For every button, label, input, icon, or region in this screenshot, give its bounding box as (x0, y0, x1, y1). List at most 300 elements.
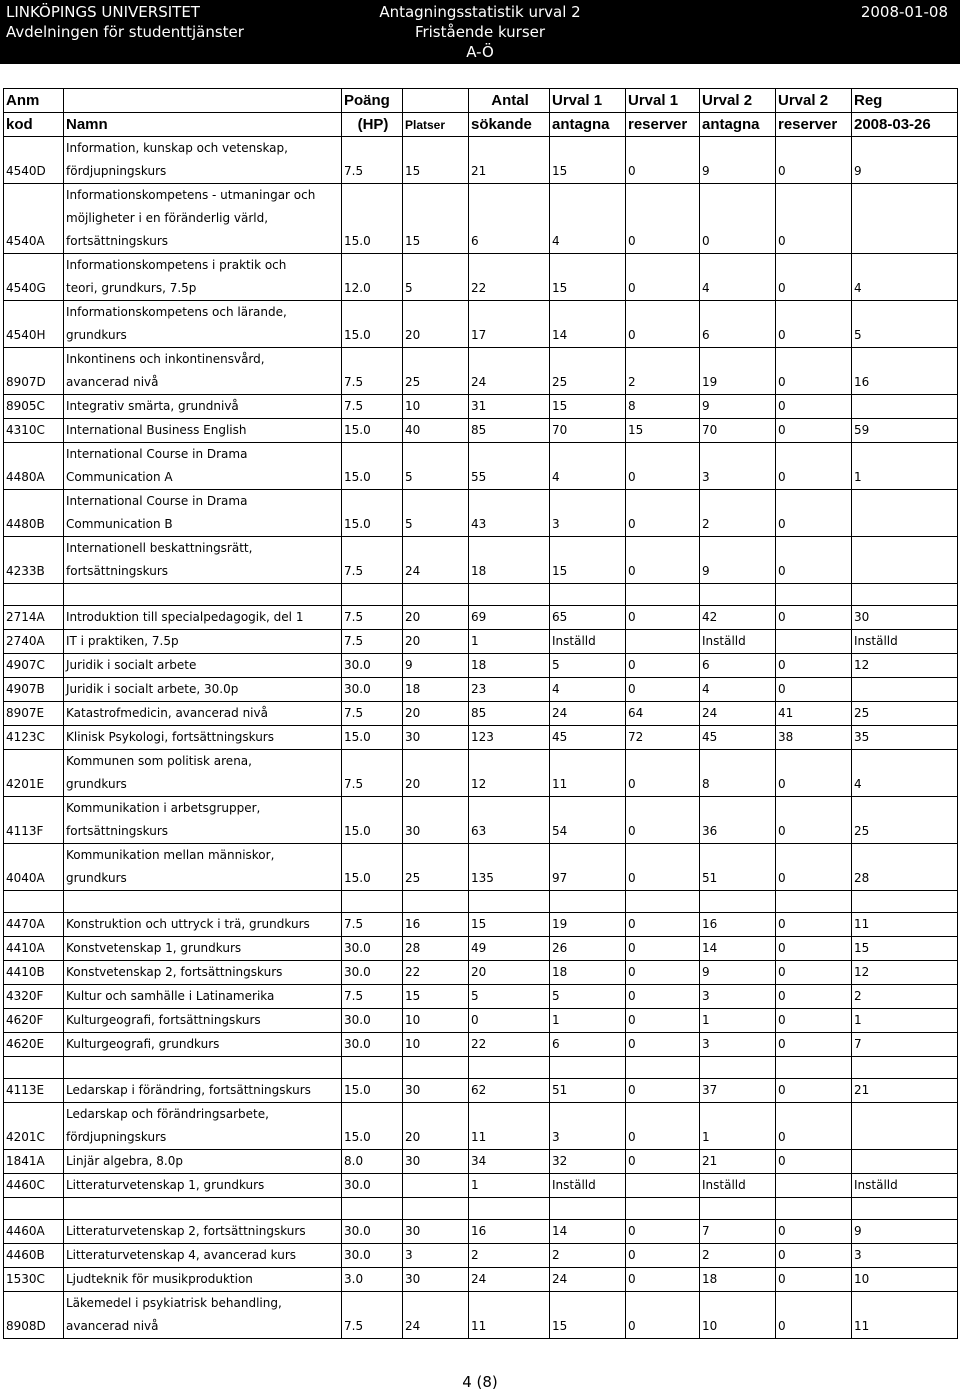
cell-hp: 15.0 (342, 443, 403, 490)
cell-u2r: 0 (776, 254, 852, 301)
cell-hp: 15.0 (342, 301, 403, 348)
cell-hp: 30.0 (342, 1220, 403, 1244)
cell-hp: 30.0 (342, 654, 403, 678)
empty-cell (403, 1057, 469, 1079)
cell-u1a: 15 (550, 137, 626, 184)
cell-u1r: 0 (626, 1033, 700, 1057)
cell-u1r: 0 (626, 1292, 700, 1339)
course-name (64, 1033, 342, 1057)
empty-cell (852, 891, 958, 913)
course-code: 4907B (4, 678, 64, 702)
cell-reg: 5 (852, 301, 958, 348)
cell-u2a: 19 (700, 348, 776, 395)
cell-sokande: 55 (469, 443, 550, 490)
cell-reg (852, 678, 958, 702)
cell-u2a: 9 (700, 137, 776, 184)
cell-u1a: 11 (550, 750, 626, 797)
table-row (4, 395, 958, 419)
cell-reg: Inställd (852, 630, 958, 654)
cell-platser: 5 (403, 254, 469, 301)
table-body (4, 137, 958, 1339)
empty-cell (700, 1198, 776, 1220)
cell-hp: 7.5 (342, 537, 403, 584)
cell-platser: 20 (403, 606, 469, 630)
cell-u1r: 0 (626, 443, 700, 490)
cell-platser: 30 (403, 1150, 469, 1174)
cell-u1a: 3 (550, 1103, 626, 1150)
cell-u1r: 0 (626, 985, 700, 1009)
cell-reg: 11 (852, 913, 958, 937)
cell-u2r: 0 (776, 606, 852, 630)
cell-u2a: 1 (700, 1103, 776, 1150)
cell-hp: 7.5 (342, 395, 403, 419)
cell-platser: 18 (403, 678, 469, 702)
cell-platser: 30 (403, 1079, 469, 1103)
col-header: 2008-03-26 (852, 113, 958, 137)
col-header (403, 89, 469, 113)
course-name (64, 844, 342, 891)
table-header (4, 89, 958, 137)
empty-cell (64, 1057, 342, 1079)
table-row (4, 913, 958, 937)
cell-sokande: 20 (469, 961, 550, 985)
cell-u2a: 3 (700, 1033, 776, 1057)
course-name (64, 137, 342, 184)
cell-hp: 30.0 (342, 937, 403, 961)
table-row (4, 1268, 958, 1292)
course-code: 4233B (4, 537, 64, 584)
table-row (4, 985, 958, 1009)
cell-sokande: 49 (469, 937, 550, 961)
cell-sokande: 62 (469, 1079, 550, 1103)
cell-u1a: 18 (550, 961, 626, 985)
cell-u2r: 0 (776, 797, 852, 844)
cell-platser: 40 (403, 419, 469, 443)
cell-sokande: 1 (469, 1174, 550, 1198)
cell-platser: 25 (403, 348, 469, 395)
cell-reg: 59 (852, 419, 958, 443)
cell-u2r: 0 (776, 1079, 852, 1103)
course-name (64, 419, 342, 443)
table-row (4, 726, 958, 750)
cell-platser: 20 (403, 1103, 469, 1150)
cell-platser: 30 (403, 1268, 469, 1292)
cell-u1a: 15 (550, 254, 626, 301)
cell-reg: 2 (852, 985, 958, 1009)
course-name-line: Introduktion till specialpedagogik, del 1 (66, 610, 304, 624)
empty-cell (403, 584, 469, 606)
cell-reg (852, 395, 958, 419)
cell-u2a: 9 (700, 537, 776, 584)
cell-u2a: 10 (700, 1292, 776, 1339)
spacer-row (4, 584, 958, 606)
empty-cell (342, 584, 403, 606)
col-header: Namn (64, 113, 342, 137)
cell-platser: 3 (403, 1244, 469, 1268)
cell-u1a: 45 (550, 726, 626, 750)
course-name (64, 537, 342, 584)
cell-u1r: 0 (626, 1220, 700, 1244)
cell-u2a: 9 (700, 961, 776, 985)
course-code: 4620F (4, 1009, 64, 1033)
cell-u1r: 0 (626, 1244, 700, 1268)
cell-reg: 4 (852, 750, 958, 797)
col-header: Reg (852, 89, 958, 113)
cell-hp: 7.5 (342, 137, 403, 184)
empty-cell (700, 584, 776, 606)
course-name (64, 797, 342, 844)
cell-u1r: 0 (626, 184, 700, 254)
cell-hp: 7.5 (342, 985, 403, 1009)
cell-u1a: 19 (550, 913, 626, 937)
cell-u2a: 36 (700, 797, 776, 844)
course-name-line: fortsättningskurs (66, 234, 169, 248)
cell-platser: 20 (403, 301, 469, 348)
cell-reg: 11 (852, 1292, 958, 1339)
cell-reg: 12 (852, 961, 958, 985)
col-header: Urval 2 (700, 89, 776, 113)
col-header: reserver (776, 113, 852, 137)
empty-cell (626, 1198, 700, 1220)
empty-cell (403, 891, 469, 913)
cell-u2r: 0 (776, 537, 852, 584)
empty-cell (700, 891, 776, 913)
course-name-line: Information, kunskap och vetenskap, (66, 141, 288, 155)
cell-u1r: 0 (626, 1009, 700, 1033)
cell-u2a: 2 (700, 490, 776, 537)
table-row (4, 1103, 958, 1150)
cell-sokande: 22 (469, 254, 550, 301)
course-name (64, 937, 342, 961)
cell-u2a: 4 (700, 678, 776, 702)
cell-platser: 10 (403, 1033, 469, 1057)
cell-hp: 15.0 (342, 184, 403, 254)
course-name (64, 1268, 342, 1292)
cell-reg: 30 (852, 606, 958, 630)
course-name-line: Konstruktion och uttryck i trä, grundkurs (66, 917, 310, 931)
cell-hp: 7.5 (342, 630, 403, 654)
cell-sokande: 85 (469, 419, 550, 443)
cell-u2r: 0 (776, 1033, 852, 1057)
cell-reg: 1 (852, 1009, 958, 1033)
cell-u1a: 5 (550, 654, 626, 678)
cell-hp: 15.0 (342, 844, 403, 891)
course-name (64, 443, 342, 490)
cell-sokande: 12 (469, 750, 550, 797)
cell-u1r: 72 (626, 726, 700, 750)
cell-platser: 5 (403, 443, 469, 490)
cell-sokande: 23 (469, 678, 550, 702)
cell-u1a: 14 (550, 301, 626, 348)
cell-u1a: 24 (550, 1268, 626, 1292)
cell-u2a: 51 (700, 844, 776, 891)
course-code: 2740A (4, 630, 64, 654)
cell-u2r: 0 (776, 985, 852, 1009)
course-name (64, 985, 342, 1009)
course-code: 4123C (4, 726, 64, 750)
cell-platser: 28 (403, 937, 469, 961)
course-code: 4310C (4, 419, 64, 443)
course-name (64, 913, 342, 937)
empty-cell (626, 891, 700, 913)
course-name-line: avancerad nivå (66, 375, 159, 389)
header-center (0, 2, 960, 62)
course-name-line: Inkontinens och inkontinensvård, (66, 352, 265, 366)
cell-u2a: 3 (700, 985, 776, 1009)
cell-u2r: 0 (776, 395, 852, 419)
cell-u2r: 0 (776, 301, 852, 348)
cell-sokande: 123 (469, 726, 550, 750)
course-code: 4540A (4, 184, 64, 254)
cell-hp: 12.0 (342, 254, 403, 301)
empty-cell (550, 584, 626, 606)
cell-hp: 7.5 (342, 348, 403, 395)
table-row (4, 419, 958, 443)
course-name (64, 630, 342, 654)
cell-reg (852, 537, 958, 584)
col-header: reserver (626, 113, 700, 137)
page-number: 4 (8) (462, 1373, 498, 1391)
cell-sokande: 85 (469, 702, 550, 726)
cell-hp: 7.5 (342, 702, 403, 726)
table-row (4, 184, 958, 254)
cell-reg: 35 (852, 726, 958, 750)
col-header: Urval 1 (550, 89, 626, 113)
cell-u2r: 0 (776, 937, 852, 961)
cell-hp: 15.0 (342, 419, 403, 443)
course-name-line: avancerad nivå (66, 1319, 159, 1333)
course-code: 4540H (4, 301, 64, 348)
cell-u2a: 16 (700, 913, 776, 937)
empty-cell (626, 1057, 700, 1079)
cell-reg: Inställd (852, 1174, 958, 1198)
col-header: sökande (469, 113, 550, 137)
course-code: 4201C (4, 1103, 64, 1150)
cell-u1a: Inställd (550, 1174, 626, 1198)
table-row (4, 1150, 958, 1174)
course-name (64, 1103, 342, 1150)
table-row (4, 961, 958, 985)
cell-u1a: 97 (550, 844, 626, 891)
course-name (64, 961, 342, 985)
course-name-line: Litteraturvetenskap 4, avancerad kurs (66, 1248, 297, 1262)
cell-reg (852, 1150, 958, 1174)
course-code: 4460A (4, 1220, 64, 1244)
course-code: 8908D (4, 1292, 64, 1339)
course-name (64, 702, 342, 726)
report-date: 2008-01-08 (860, 3, 948, 21)
col-header: kod (4, 113, 64, 137)
cell-reg: 4 (852, 254, 958, 301)
cell-u2a: 1 (700, 1009, 776, 1033)
table-row (4, 254, 958, 301)
cell-reg: 7 (852, 1033, 958, 1057)
cell-reg: 12 (852, 654, 958, 678)
cell-u1a: 4 (550, 443, 626, 490)
cell-hp: 7.5 (342, 913, 403, 937)
table-row (4, 1174, 958, 1198)
cell-u2a: 24 (700, 702, 776, 726)
table-row (4, 1244, 958, 1268)
cell-u1r: 0 (626, 961, 700, 985)
cell-u1a: Inställd (550, 630, 626, 654)
course-name-line: Ledarskap och förändringsarbete, (66, 1107, 269, 1121)
course-name (64, 395, 342, 419)
cell-u2r: 0 (776, 1220, 852, 1244)
spacer-row (4, 1198, 958, 1220)
cell-u2r: 0 (776, 961, 852, 985)
cell-hp: 30.0 (342, 1174, 403, 1198)
cell-platser: 24 (403, 1292, 469, 1339)
cell-platser: 22 (403, 961, 469, 985)
cell-sokande: 34 (469, 1150, 550, 1174)
table-row (4, 301, 958, 348)
course-name-line: Internationell beskattningsrätt, (66, 541, 253, 555)
table-row (4, 630, 958, 654)
cell-sokande: 17 (469, 301, 550, 348)
report-range: A-Ö (466, 43, 494, 61)
course-code: 4460C (4, 1174, 64, 1198)
course-name-line: Communication B (66, 517, 173, 531)
course-name-line: grundkurs (66, 328, 127, 342)
course-code: 1530C (4, 1268, 64, 1292)
table-row (4, 1220, 958, 1244)
cell-platser: 5 (403, 490, 469, 537)
cell-sokande: 11 (469, 1292, 550, 1339)
cell-hp: 7.5 (342, 750, 403, 797)
empty-cell (64, 1198, 342, 1220)
empty-cell (4, 891, 64, 913)
table-row (4, 1009, 958, 1033)
empty-cell (342, 891, 403, 913)
university-name: LINKÖPINGS UNIVERSITET (6, 3, 200, 21)
empty-cell (700, 1057, 776, 1079)
course-name-line: möjligheter i en föränderlig värld, (66, 211, 269, 225)
cell-reg: 25 (852, 797, 958, 844)
cell-platser: 10 (403, 1009, 469, 1033)
course-name (64, 348, 342, 395)
col-header: Urval 1 (626, 89, 700, 113)
cell-u2a: 70 (700, 419, 776, 443)
cell-reg (852, 1103, 958, 1150)
cell-platser: 20 (403, 630, 469, 654)
course-code: 4540D (4, 137, 64, 184)
cell-platser: 9 (403, 654, 469, 678)
cell-hp: 30.0 (342, 1244, 403, 1268)
cell-u1r: 0 (626, 1268, 700, 1292)
empty-cell (469, 1057, 550, 1079)
cell-u2a: Inställd (700, 1174, 776, 1198)
cell-u1a: 4 (550, 678, 626, 702)
cell-reg: 25 (852, 702, 958, 726)
cell-u2a: 42 (700, 606, 776, 630)
course-name-line: Klinisk Psykologi, fortsättningskurs (66, 730, 274, 744)
cell-u2r: 0 (776, 1150, 852, 1174)
course-code: 2714A (4, 606, 64, 630)
cell-u2r: 0 (776, 490, 852, 537)
empty-cell (4, 1198, 64, 1220)
cell-u2r: 0 (776, 1103, 852, 1150)
cell-sokande: 135 (469, 844, 550, 891)
table-row (4, 654, 958, 678)
cell-u2a: 6 (700, 301, 776, 348)
course-name-line: International Business English (66, 423, 247, 437)
cell-u2r: 0 (776, 678, 852, 702)
cell-platser: 20 (403, 750, 469, 797)
cell-platser: 15 (403, 985, 469, 1009)
cell-u2a: 7 (700, 1220, 776, 1244)
cell-u2r: 0 (776, 1268, 852, 1292)
cell-sokande: 21 (469, 137, 550, 184)
table-row (4, 702, 958, 726)
empty-cell (64, 891, 342, 913)
cell-u1a: 3 (550, 490, 626, 537)
cell-u2a: 37 (700, 1079, 776, 1103)
header-row-1 (4, 89, 958, 113)
cell-platser: 30 (403, 797, 469, 844)
cell-hp: 7.5 (342, 1292, 403, 1339)
table-row (4, 443, 958, 490)
course-name (64, 606, 342, 630)
cell-sokande: 43 (469, 490, 550, 537)
empty-cell (550, 1057, 626, 1079)
cell-reg: 10 (852, 1268, 958, 1292)
course-name (64, 1079, 342, 1103)
course-name (64, 726, 342, 750)
course-code: 4907C (4, 654, 64, 678)
col-header: antagna (550, 113, 626, 137)
statistics-table (3, 88, 958, 1339)
empty-cell (342, 1057, 403, 1079)
cell-u1r: 0 (626, 678, 700, 702)
course-code: 4470A (4, 913, 64, 937)
cell-u2r: 0 (776, 184, 852, 254)
cell-reg: 9 (852, 1220, 958, 1244)
course-name-line: teori, grundkurs, 7.5p (66, 281, 197, 295)
empty-cell (550, 891, 626, 913)
course-name-line: Informationskompetens och lärande, (66, 305, 287, 319)
course-name-line: IT i praktiken, 7.5p (66, 634, 179, 648)
cell-u2r: 38 (776, 726, 852, 750)
cell-u1a: 15 (550, 1292, 626, 1339)
table-row (4, 1079, 958, 1103)
col-header: antagna (700, 113, 776, 137)
cell-platser (403, 1174, 469, 1198)
cell-u2r: 0 (776, 1244, 852, 1268)
cell-hp: 15.0 (342, 797, 403, 844)
cell-reg: 21 (852, 1079, 958, 1103)
table-row (4, 844, 958, 891)
table-row (4, 678, 958, 702)
course-name (64, 1174, 342, 1198)
course-code: 4620E (4, 1033, 64, 1057)
cell-hp: 15.0 (342, 1103, 403, 1150)
cell-u2r: 0 (776, 137, 852, 184)
cell-u1r: 0 (626, 1150, 700, 1174)
course-name (64, 1009, 342, 1033)
cell-u2a: 2 (700, 1244, 776, 1268)
cell-hp: 15.0 (342, 726, 403, 750)
course-name-line: Konstvetenskap 1, grundkurs (66, 941, 242, 955)
course-code: 4410A (4, 937, 64, 961)
empty-cell (469, 1198, 550, 1220)
cell-sokande: 11 (469, 1103, 550, 1150)
course-name-line: Linjär algebra, 8.0p (66, 1154, 183, 1168)
cell-u2r (776, 630, 852, 654)
course-name-line: Konstvetenskap 2, fortsättningskurs (66, 965, 283, 979)
course-code: 8907E (4, 702, 64, 726)
empty-cell (776, 891, 852, 913)
